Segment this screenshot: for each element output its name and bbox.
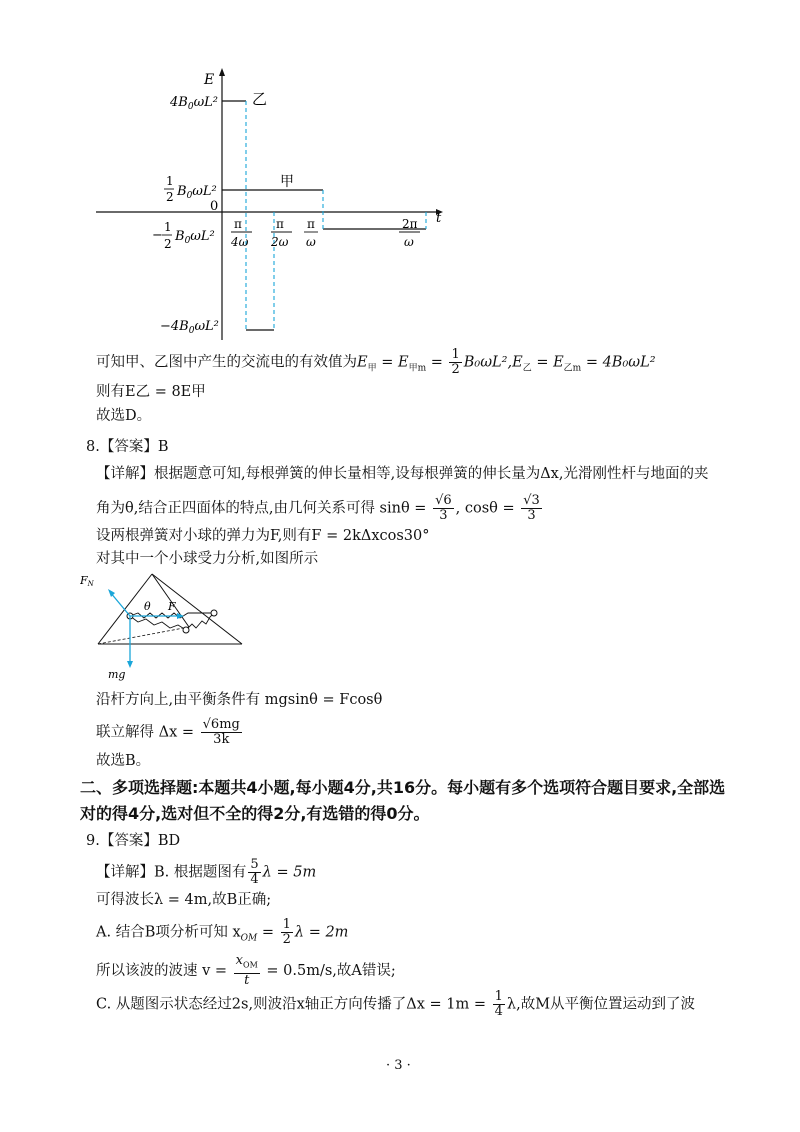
q8-solve-line: 联立解得 Δx = $\frac{√6mg}{3k}$ [96, 717, 240, 747]
svg-text:π: π [307, 217, 315, 231]
page-number: · 3 · [386, 1058, 411, 1073]
q9-answer: 9.【答案】BD [86, 833, 181, 849]
section2-heading-line1: 二、多项选择题:本题共4小题,每小题4分,共16分。每小题有多个选项符合题目要求,全部选 [80, 778, 726, 797]
tick-pi-4w [230, 217, 252, 249]
q8-force-analysis-line: 对其中一个小球受力分析,如图所示 [96, 551, 319, 567]
q7-choice-line: 故选D。 [96, 408, 152, 424]
svg-text:2: 2 [166, 190, 174, 204]
fig-mg-label: mg [108, 668, 126, 681]
svg-text:π: π [234, 217, 242, 231]
svg-text:4ω: 4ω [231, 235, 249, 249]
q9-detail-b: 【详解】B. 根据题图有 $\frac{5}{4}$ λ = 5m [96, 857, 317, 887]
y-label-half [164, 174, 217, 204]
svg-text:2ω: 2ω [271, 235, 289, 249]
tick-2pi-w [399, 217, 420, 249]
svg-text:B0ωL²: $B_0\omega L^2$ [177, 184, 217, 201]
jia-label: 甲 [280, 174, 294, 190]
tick-pi-2w [270, 217, 292, 249]
q8-equilibrium-line: 沿杆方向上,由平衡条件有 mgsinθ = Fcosθ [96, 692, 383, 708]
tick-pi-w [304, 217, 318, 249]
svg-text:1: 1 [166, 174, 174, 188]
svg-text:ω: ω [306, 235, 316, 249]
svg-text:2: 2 [164, 237, 172, 251]
fig-fn-label: FN [80, 574, 94, 588]
tetrahedron-force-diagram [80, 572, 250, 687]
t-axis-label: t [436, 211, 442, 226]
q7-effective-value-line: 可知甲、乙图中产生的交流电的有效值为$E_甲 = E_{甲m}$ = $\frac{1}{2}$ $B_0\omega L^2,E_乙 = E_{乙m} = 4B_0\omega L^2$ [96, 347, 656, 377]
q7-relation-line: 则有E乙 = 8E甲 [96, 384, 206, 400]
force-fn-arrow [110, 592, 130, 616]
svg-text:2π: 2π [402, 217, 418, 231]
q9-wave-speed-line: 所以该波的波速 v = $\frac{x_{OM}}{t}$ = 0.5m/s,故A错误; [96, 953, 396, 988]
q8-detail-line1: 【详解】根据题意可知,每根弹簧的伸长量相等,设每根弹簧的伸长量为Δx,光滑刚性杆与地面的夹 [96, 466, 709, 482]
q9-detail-c: C. 从题图示状态经过2s,则波沿x轴正方向传播了Δx = 1m = $\frac{1}{4}$ λ,故M从平衡位置运动到了波 [96, 989, 696, 1019]
svg-text:−: − [152, 228, 163, 243]
spring-front-right [186, 613, 214, 630]
q8-detail-line2: 角为θ,结合正四面体的特点,由几何关系可得 sinθ = $\frac{√6}{3}$ , cosθ = $\frac{√3}{3}$ [96, 493, 540, 523]
fig-theta-label: θ [144, 600, 151, 613]
y-label-4 [169, 95, 218, 112]
yi-label: 乙 [252, 90, 268, 108]
svg-text:4B0ωL²: $4B_0\omega L^2$ [170, 95, 219, 112]
ball-right [211, 610, 217, 616]
fig-f-label: F [168, 600, 176, 613]
svg-text:B0ωL²: $B_0\omega L^2$ [175, 229, 215, 246]
svg-text:−4B0ωL²: $-4B_0\omega L^2$ [160, 319, 219, 336]
section2-heading-line2: 对的得4分,选对但不全的得2分,有选错的得0分。 [80, 804, 430, 823]
q8-answer: 8.【答案】B [86, 439, 169, 455]
q8-spring-force-line: 设两根弹簧对小球的弹力为F,则有F = 2kΔxcos30° [96, 528, 430, 544]
emf-time-graph [0, 0, 800, 345]
y-label-neg-half [152, 220, 215, 251]
origin-label: 0 [210, 199, 219, 214]
e-axis-label: E [204, 72, 215, 88]
svg-text:π: π [276, 217, 284, 231]
q9-detail-a: A. 结合B项分析可知 $x_{OM}$ = $\frac{1}{2}$ λ = 2m [96, 917, 349, 947]
y-label-neg4 [160, 319, 219, 336]
q9-wavelength-line: 可得波长λ = 4m,故B正确; [96, 892, 272, 908]
e-axis-arrow [219, 68, 225, 76]
svg-text:1: 1 [164, 220, 172, 234]
q8-choice-line: 故选B。 [96, 753, 151, 769]
svg-text:ω: ω [404, 235, 414, 249]
ball-front [183, 627, 189, 633]
